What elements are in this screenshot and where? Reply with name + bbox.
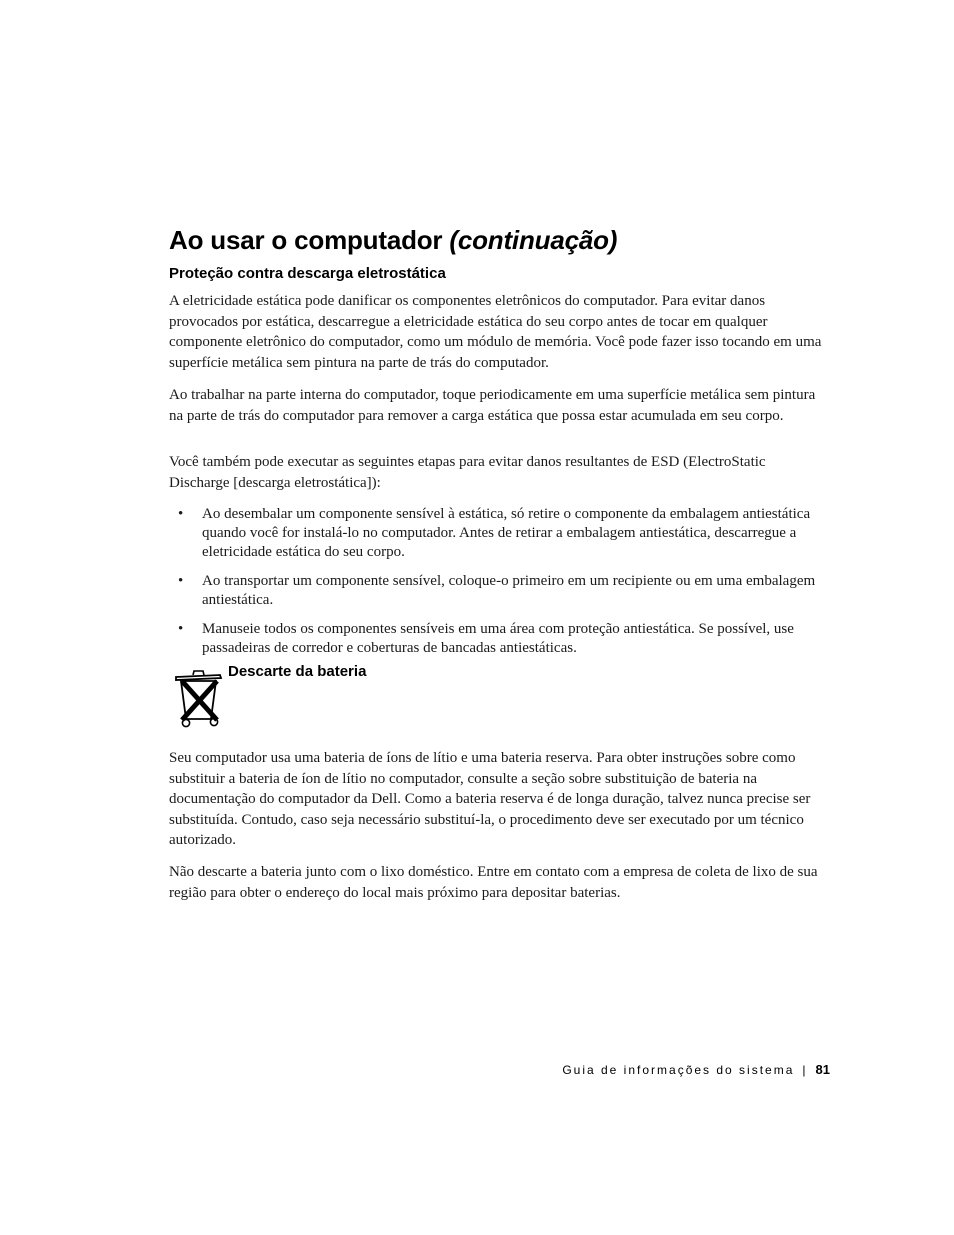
list-item — [169, 505, 829, 562]
battery-paragraph-1: Seu computador usa uma bateria de íons de lítio e uma bateria reserva. Para obter instruções sobre como substituir a bateria de íon de lítio no computador, consulte a seção sobre substituição de bateria na documentação do computador da Dell. Como a bateria reserva é de longa duração, talvez nunca precise ser substituída. Contudo, caso seja necessário substituí-la, o procedimento deve ser executado por um técnico autorizado. — [169, 750, 811, 848]
list-item-text: Ao desembalar um componente sensível à estática, só retire o componente da embalagem antiestática quando você for instalá-lo no computador. Antes de retirar a embalagem antiestática, descarregue a eletricidade estática do seu corpo. — [202, 506, 811, 560]
footer-guide-title: Guia de informações do sistema — [562, 1063, 795, 1077]
esd-bullet-list — [169, 505, 829, 668]
bullet-icon: • — [178, 621, 184, 637]
list-item-text: Ao transportar um componente sensível, coloque-o primeiro em um recipiente ou em uma embalagem antiestática. — [202, 573, 816, 608]
list-item — [169, 620, 829, 658]
esd-paragraph-1: A eletricidade estática pode danificar os componentes eletrônicos do computador. Para evitar danos provocados por estática, descarregue a eletricidade estática do seu corpo antes de tocar em qualquer componente eletrônico do computador, como um módulo de memória. Você pode fazer isso tocando em uma superfície metálica sem pintura na parte de trás do computador. — [169, 293, 822, 371]
page-footer — [0, 1061, 830, 1079]
list-item-text: Manuseie todos os componentes sensíveis em uma área com proteção antiestática. Se possível, use passadeiras de corredor e coberturas de bancadas antiestáticas. — [202, 621, 794, 656]
crossed-out-wheelie-bin-icon — [173, 664, 225, 730]
esd-paragraph-3: Você também pode executar as seguintes etapas para evitar danos resultantes de ESD (ElectroStatic Discharge [descarga eletrostática]): — [169, 454, 766, 491]
page-title — [169, 219, 617, 261]
battery-paragraph-2: Não descarte a bateria junto com o lixo doméstico. Entre em contato com a empresa de coleta de lixo de sua região para obter o endereço do local mais próximo para depositar baterias. — [169, 864, 818, 901]
esd-paragraph-2: Ao trabalhar na parte interna do computador, toque periodicamente em uma superfície metálica sem pintura na parte de trás do computador para remover a carga estática que possa estar acumulada em seu corpo. — [169, 387, 816, 424]
battery-section-heading: Descarte da bateria — [228, 663, 367, 680]
esd-section-heading: Proteção contra descarga eletrostática — [169, 265, 446, 282]
page-number: 81 — [815, 1062, 830, 1077]
bullet-icon: • — [178, 573, 184, 589]
page-title-main: Ao usar o computador — [169, 225, 450, 255]
bullet-icon: • — [178, 506, 184, 522]
footer-separator: | — [802, 1063, 806, 1077]
page-title-continued: (continuação) — [449, 225, 618, 255]
list-item — [169, 572, 829, 610]
